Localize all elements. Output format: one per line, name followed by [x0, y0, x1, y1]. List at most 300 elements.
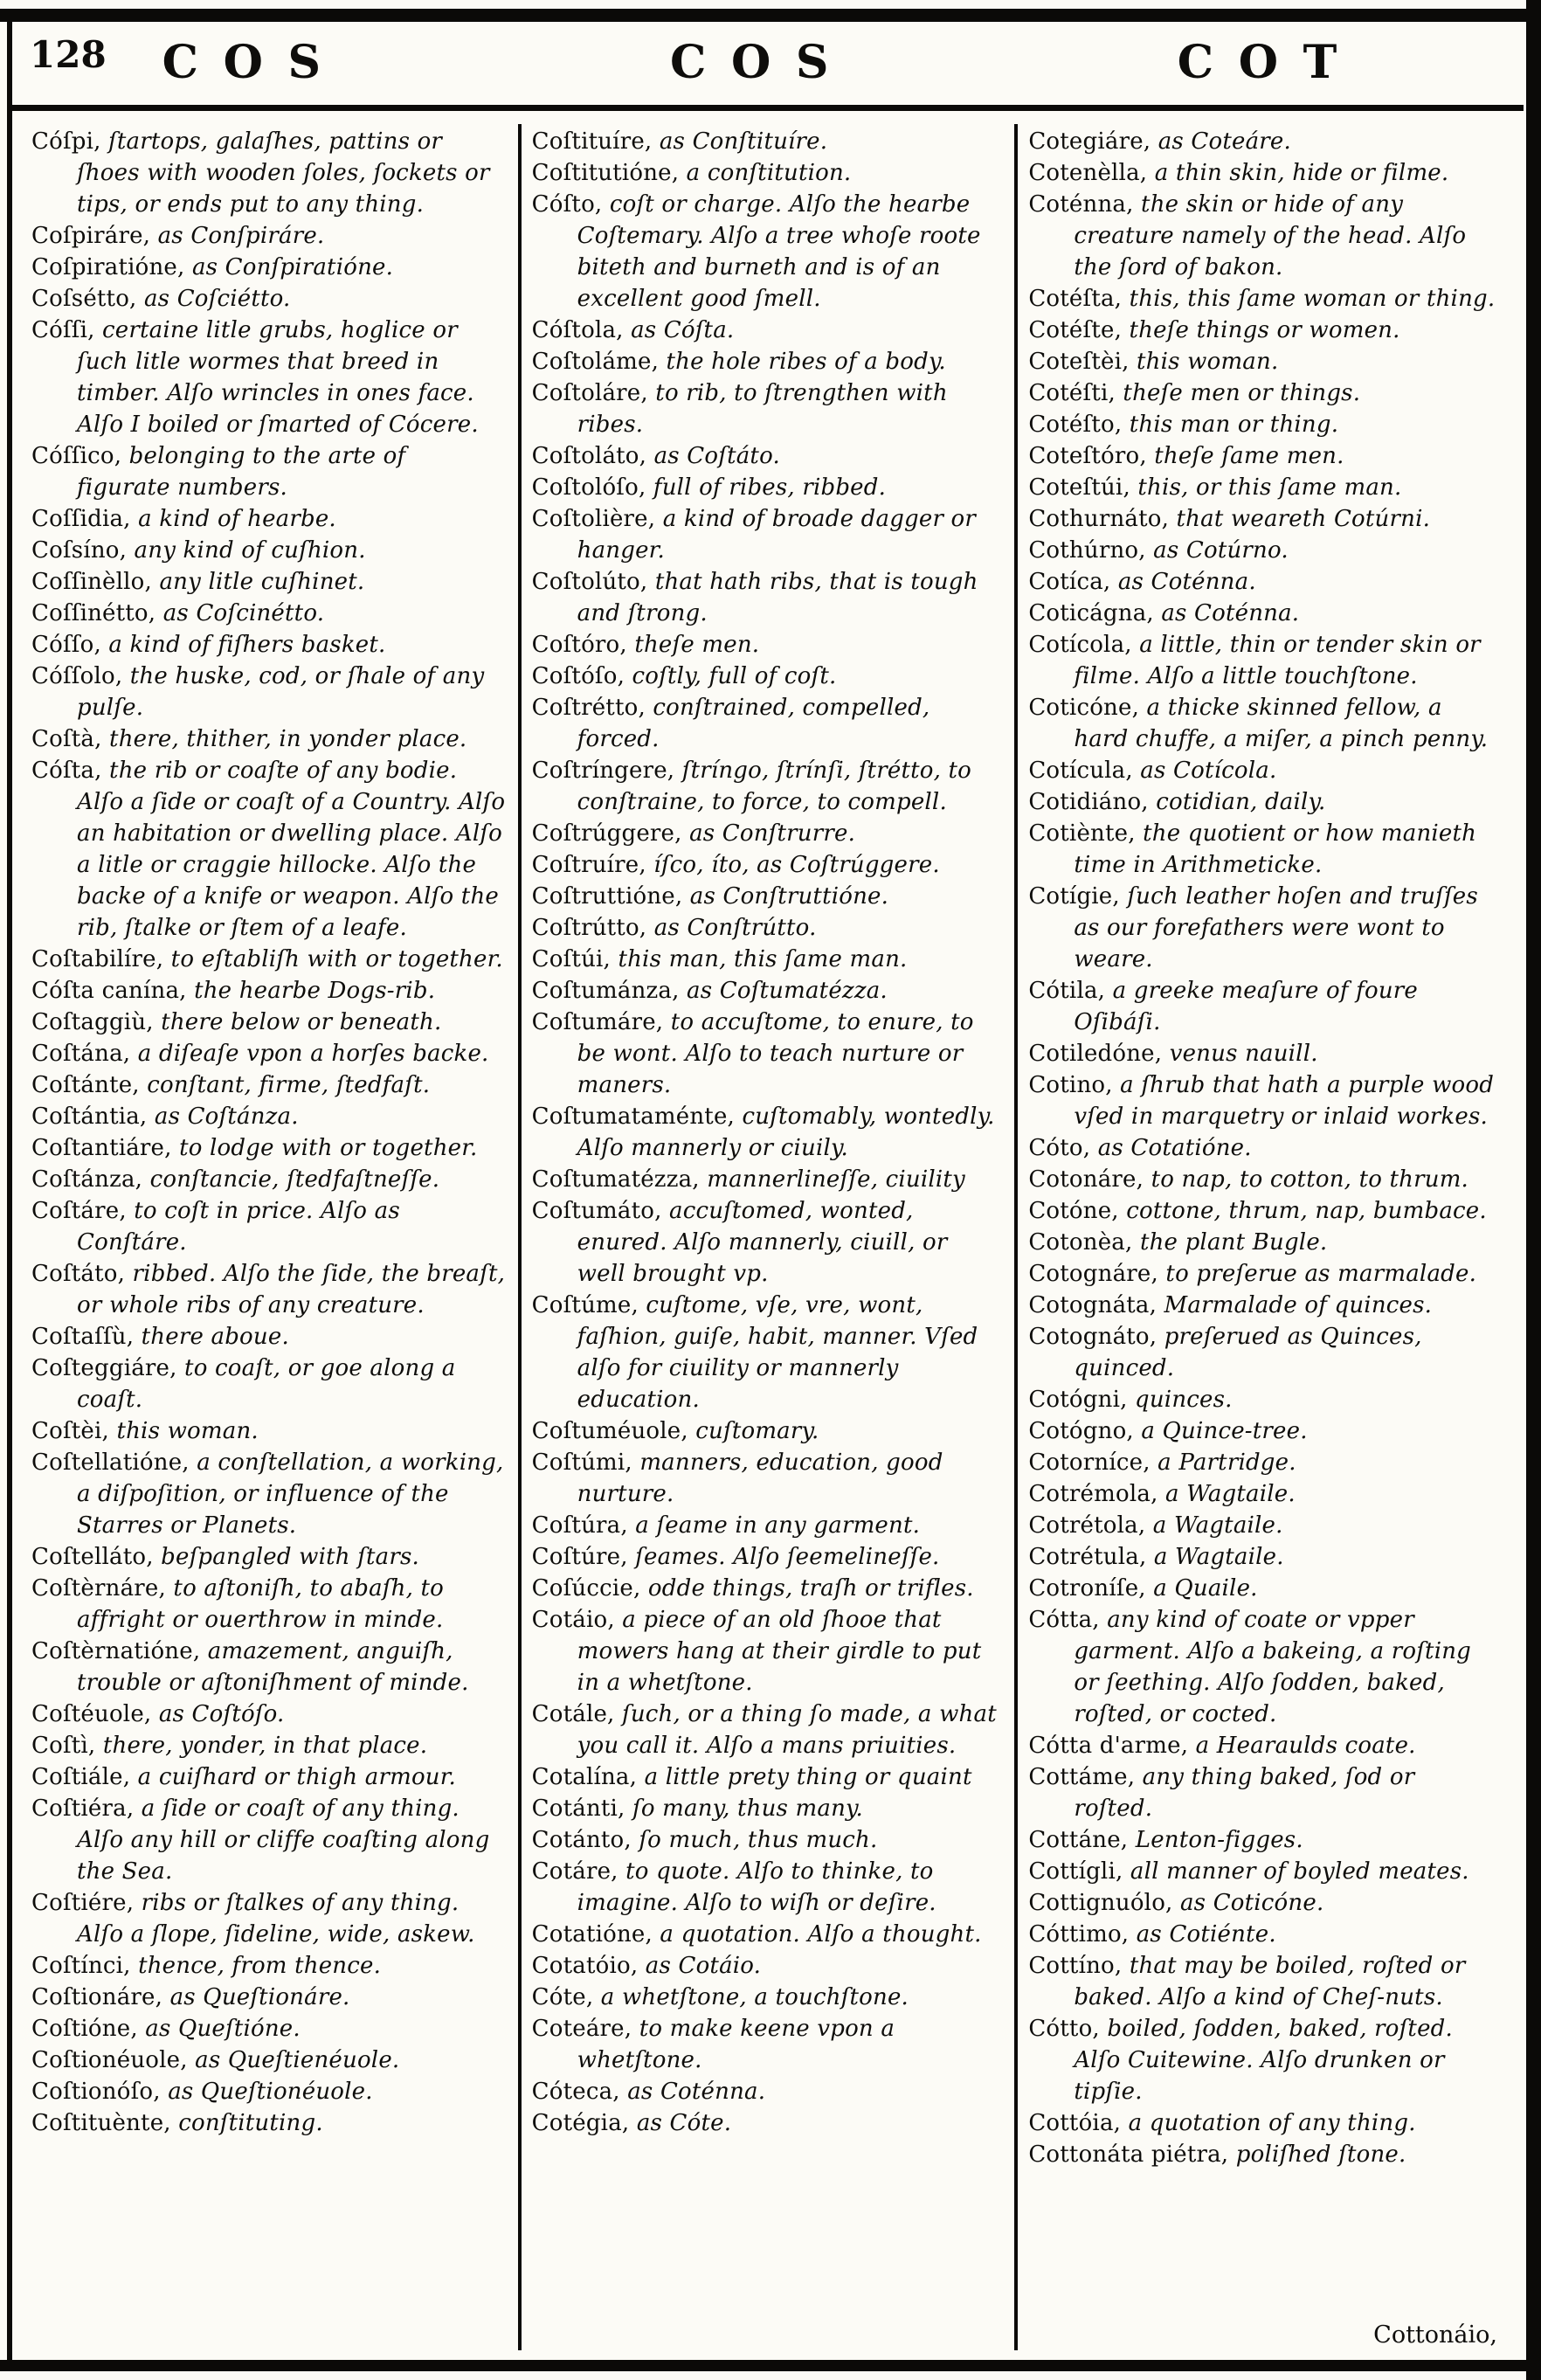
entry-headword: Coſtì, [31, 1733, 96, 1759]
entry-headword: Cotatióne, [531, 1921, 653, 1948]
entry-definition: a thicke skinned fellow, a hard chuffe, a miſer, a pinch penny. [1074, 695, 1489, 752]
entry-definition: this, or this ſame man. [1130, 474, 1402, 501]
entry-definition: a Quaile. [1145, 1575, 1258, 1602]
entry-definition: manners, education, good nurture. [577, 1449, 943, 1507]
entry-definition: the hearbe Dogs-rib. [186, 978, 436, 1004]
entry-definition: full of ribes, ribbed. [646, 474, 887, 501]
entry-definition: amazement, anguiſh, trouble or aſtoniſhment of minde. [77, 1638, 469, 1696]
dictionary-columns [21, 124, 1511, 2350]
entry-definition: this woman. [109, 1418, 259, 1444]
entry-headword: Cotégia, [531, 2110, 630, 2136]
entry-definition: to nap, to cotton, to thrum. [1144, 1166, 1469, 1193]
dictionary-entry [1028, 189, 1499, 283]
entry-definition: there aboue. [134, 1324, 289, 1350]
dictionary-entry [532, 975, 1003, 1007]
entry-headword: Cotrétula, [1028, 1544, 1147, 1570]
entry-definition: a little prety thing or quaint [637, 1764, 972, 1790]
dictionary-entry [532, 1195, 1003, 1290]
entry-headword: Cóſto, [531, 191, 603, 218]
dictionary-entry [532, 818, 1003, 849]
dictionary-entry [31, 1258, 506, 1321]
dictionary-entry [31, 1982, 506, 2013]
dictionary-entry [31, 535, 506, 566]
entry-definition: the huske, cod, or ſhale of any pulſe. [77, 663, 485, 721]
entry-headword: Coſtáto, [31, 1261, 126, 1287]
dictionary-entry [532, 1856, 1003, 1919]
dictionary-entry [1028, 1321, 1499, 1384]
catchword: Cottonáio, [1373, 2321, 1497, 2349]
entry-definition: theſe things or women. [1122, 317, 1400, 343]
dictionary-entry [532, 189, 1003, 315]
entry-headword: Coſſinétto, [31, 600, 156, 626]
entry-definition: as Coteáre. [1151, 128, 1291, 155]
dictionary-entry [31, 1069, 506, 1101]
entry-headword: Coſtiále, [31, 1764, 131, 1790]
entry-headword: Coſtúre, [531, 1544, 628, 1570]
entry-headword: Cóto, [1028, 1135, 1091, 1161]
entry-headword: Coſſinèllo, [31, 569, 152, 595]
dictionary-entry [1028, 975, 1499, 1038]
entry-definition: beſpangled with ſtars. [153, 1544, 420, 1570]
dictionary-entry [1028, 535, 1499, 566]
entry-definition: ſtartops, galaſhes, pattins or ſhoes with wooden ſoles, ſockets or tips, or ends put to any thing. [77, 128, 490, 218]
dictionary-entry [31, 2044, 506, 2076]
entry-definition: a kind of broade dagger or hanger. [577, 506, 977, 564]
entry-definition: as Conſtrútto. [646, 915, 817, 941]
entry-headword: Cotrémola, [1028, 1481, 1158, 1507]
entry-headword: Cotále, [531, 1701, 615, 1727]
dictionary-entry [1028, 1384, 1499, 1415]
entry-definition: a cuiſhard or thigh armour. [130, 1764, 456, 1790]
entry-definition: odde things, traſh or trifles. [640, 1575, 974, 1602]
entry-headword: Coſtruttióne, [531, 883, 683, 910]
entry-definition: ſeames. Alſo ſeemelineſſe. [627, 1544, 940, 1570]
entry-headword: Cotiledóne, [1028, 1041, 1163, 1067]
dictionary-entry [532, 377, 1003, 440]
entry-headword: Coteſtúi, [1028, 474, 1130, 501]
dictionary-entry [1028, 1164, 1499, 1195]
dictionary-entry [532, 1573, 1003, 1604]
dictionary-entry [532, 315, 1003, 346]
entry-headword: Cottígli, [1028, 1858, 1123, 1885]
entry-headword: Coteáre, [531, 2016, 632, 2042]
entry-definition: a whetſtone, a touchſtone. [593, 1984, 909, 2010]
entry-definition: ſo many, thus many. [625, 1795, 863, 1822]
entry-definition: as Queſtionéuole. [160, 2079, 373, 2105]
entry-definition: to quote. Alſo to thinke, to imagine. Alſo to wiſh or deſire. [577, 1858, 936, 1916]
entry-headword: Coſtitutióne, [531, 160, 680, 186]
dictionary-entry [1028, 1195, 1499, 1227]
dictionary-entry [31, 2107, 506, 2139]
entry-headword: Cóſtola, [531, 317, 624, 343]
entry-definition: there, thither, in yonder place. [101, 726, 467, 752]
dictionary-entry [31, 283, 506, 315]
dictionary-entry [31, 1132, 506, 1164]
entry-definition: this, this ſame woman or thing. [1122, 286, 1496, 312]
entry-headword: Cóſpi, [31, 128, 101, 155]
entry-headword: Cotánto, [531, 1827, 632, 1853]
dictionary-entry [31, 315, 506, 440]
dictionary-entry [31, 944, 506, 975]
entry-headword: Cótta, [1028, 1607, 1100, 1633]
entry-headword: Coſteggiáre, [31, 1355, 177, 1381]
entry-definition: as Coſtáto. [646, 443, 780, 469]
dictionary-entry [1028, 1258, 1499, 1290]
dictionary-entry [1028, 1761, 1499, 1824]
entry-headword: Coſtrétto, [531, 695, 646, 721]
dictionary-entry [31, 1573, 506, 1636]
entry-definition: coſtly, full of coſt. [625, 663, 837, 689]
dictionary-entry [532, 157, 1003, 189]
entry-definition: a Wagtaile. [1145, 1512, 1283, 1539]
entry-headword: Coſtánte, [31, 1072, 140, 1098]
entry-headword: Coſtolúto, [531, 569, 648, 595]
entry-headword: Coſtolóſo, [531, 474, 646, 501]
entry-headword: Coſtaſſù, [31, 1324, 135, 1350]
entry-definition: this man or thing. [1122, 412, 1339, 438]
entry-definition: as Coticóne. [1172, 1890, 1324, 1916]
dictionary-entry [532, 2107, 1003, 2139]
entry-headword: Cótto, [1028, 2016, 1100, 2042]
entry-definition: the plant Bugle. [1132, 1229, 1328, 1256]
entry-headword: Cotéſte, [1028, 317, 1123, 343]
entry-definition: any litle cuſhinet. [152, 569, 365, 595]
dictionary-entry [1028, 598, 1499, 629]
entry-definition: as Coſtumatézza. [679, 978, 888, 1004]
entry-headword: Coſtellatióne, [31, 1449, 190, 1476]
dictionary-entry [1028, 503, 1499, 535]
entry-definition: cottone, thrum, nap, bumbace. [1118, 1198, 1487, 1224]
entry-definition: conſtituting. [170, 2110, 323, 2136]
entry-definition: theſe men. [626, 632, 760, 658]
dictionary-entry [31, 126, 506, 220]
entry-headword: Cotrétola, [1028, 1512, 1146, 1539]
dictionary-entry [31, 1699, 506, 1730]
entry-headword: Coſtána, [31, 1041, 131, 1067]
dictionary-entry [1028, 692, 1499, 755]
entry-headword: Cotógni, [1028, 1387, 1128, 1413]
entry-headword: Coſtúme, [531, 1292, 639, 1318]
entry-definition: that may be boiled, roſted or baked. Alſo a kind of Cheſ-nuts. [1074, 1953, 1466, 2010]
entry-headword: Cotonèa, [1028, 1229, 1133, 1256]
entry-headword: Coteſtèi, [1028, 349, 1130, 375]
entry-definition: to aſtoniſh, to abaſh, to affright or ouerthrow in minde. [77, 1575, 444, 1633]
dictionary-entry [1028, 1132, 1499, 1164]
entry-definition: ſo much, thus much. [631, 1827, 878, 1853]
entry-headword: Coſsétto, [31, 286, 137, 312]
entry-headword: Coſpiratióne, [31, 254, 185, 280]
entry-headword: Cotenèlla, [1028, 160, 1148, 186]
dictionary-entry [31, 1101, 506, 1132]
entry-definition: a kind of fiſhers basket. [100, 632, 386, 658]
dictionary-entry [1028, 818, 1499, 881]
entry-headword: Cotognáto, [1028, 1324, 1157, 1350]
entry-headword: Coſtèrnáre, [31, 1575, 166, 1602]
entry-headword: Coſtióne, [31, 2016, 138, 2042]
entry-definition: the rib or coaſte of any bodie. Alſo a ſide or coaſt of a Country. Alſo an habitation or dwelling place. Alſo a litle or craggie hillocke. Alſo the backe of a knife or weapon. Alſo the rib, ſtalke or ſtem of a leafe. [77, 758, 506, 941]
entry-headword: Cotánti, [531, 1795, 625, 1822]
entry-definition: the hole ribes of a body. [659, 349, 946, 375]
dictionary-entry [532, 346, 1003, 377]
entry-definition: mannerlineſſe, ciuility [699, 1166, 965, 1193]
dictionary-entry [31, 1793, 506, 1887]
entry-headword: Cotígie, [1028, 883, 1120, 910]
entry-definition: there below or beneath. [153, 1009, 442, 1035]
entry-headword: Coſtoláme, [531, 349, 660, 375]
entry-definition: venus nauill. [1162, 1041, 1318, 1067]
entry-definition: to accuſtome, to enure, to be wont. Alſo to teach nurture or maners. [577, 1009, 974, 1098]
entry-definition: ribs or ſtalkes of any thing. Alſo a ſlope, ſideline, wide, askew. [77, 1890, 475, 1948]
entry-headword: Cóſſi, [31, 317, 95, 343]
entry-headword: Coſsíno, [31, 537, 128, 564]
entry-definition: coſt or charge. Alſo the hearbe Coſtemary. Alſo a tree whoſe roote biteth and burneth and is of an excellent good ſmell. [577, 191, 981, 312]
entry-headword: Coſtantiáre, [31, 1135, 172, 1161]
entry-headword: Cottáne, [1028, 1827, 1129, 1853]
entry-headword: Cotino, [1028, 1072, 1113, 1098]
entry-headword: Coſtínci, [31, 1953, 131, 1979]
entry-definition: the skin or hide of any creature namely of the head. Alſo the ſord of bakon. [1074, 191, 1467, 280]
dictionary-entry [1028, 1227, 1499, 1258]
entry-definition: as Coténna. [619, 2079, 766, 2105]
entry-headword: Coſtríngere, [531, 758, 675, 784]
entry-definition: as Cóſta. [623, 317, 735, 343]
entry-definition: to make keene vpon a whetſtone. [577, 2016, 895, 2073]
dictionary-entry [1028, 157, 1499, 189]
entry-definition: a Partridge. [1150, 1449, 1296, 1476]
dictionary-entry [1028, 1887, 1499, 1919]
dictionary-entry [1028, 377, 1499, 409]
dictionary-entry [31, 1007, 506, 1038]
entry-headword: Cottóia, [1028, 2110, 1122, 2136]
entry-headword: Coſtumánza, [531, 978, 680, 1004]
dictionary-entry [1028, 283, 1499, 315]
entry-definition: to coſt in price. Alſo as Conſtáre. [77, 1198, 400, 1256]
entry-headword: Coſtántia, [31, 1104, 148, 1130]
dictionary-entry [1028, 1950, 1499, 2013]
dictionary-entry [1028, 1038, 1499, 1069]
entry-definition: as Conſpiráre. [150, 223, 325, 249]
dictionary-entry [532, 1447, 1003, 1510]
entry-headword: Cotatóio, [531, 1953, 639, 1979]
entry-definition: conſtrained, compelled, forced. [577, 695, 930, 752]
dictionary-entry [31, 252, 506, 283]
dictionary-entry [532, 566, 1003, 629]
entry-definition: a kind of hearbe. [130, 506, 336, 532]
entry-headword: Cotalína, [531, 1764, 638, 1790]
entry-definition: preſerued as Quinces, quinced. [1074, 1324, 1422, 1381]
dictionary-entry [532, 1950, 1003, 1982]
entry-headword: Coſtionáre, [31, 1984, 163, 2010]
dictionary-entry [532, 1290, 1003, 1415]
entry-headword: Coſtituíre, [531, 128, 653, 155]
dictionary-entry [532, 1919, 1003, 1950]
dictionary-entry [532, 661, 1003, 692]
entry-headword: Coſtóro, [531, 632, 627, 658]
dictionary-entry [1028, 409, 1499, 440]
entry-headword: Cottíno, [1028, 1953, 1123, 1979]
entry-definition: that hath ribs, that is tough and ſtrong. [577, 569, 978, 626]
dictionary-entry [532, 1604, 1003, 1699]
entry-definition: as Queſtióne. [137, 2016, 301, 2042]
bottom-rule [0, 2360, 1541, 2371]
entry-headword: Cotognáre, [1028, 1261, 1158, 1287]
entry-definition: accuſtomed, wonted, enured. Alſo mannerly, ciuill, or well brought vp. [577, 1198, 948, 1287]
entry-definition: as Conſtruttióne. [682, 883, 889, 910]
entry-headword: Coſtuméuole, [531, 1418, 688, 1444]
dictionary-entry [31, 440, 506, 503]
entry-headword: Cotéſti, [1028, 380, 1116, 406]
dictionary-entry [532, 1761, 1003, 1793]
dictionary-entry [532, 1164, 1003, 1195]
entry-definition: thence, from thence. [130, 1953, 382, 1979]
entry-definition: to lodge with or together. [171, 1135, 478, 1161]
dictionary-entry [31, 2013, 506, 2044]
dictionary-entry [31, 1541, 506, 1573]
dictionary-entry [532, 1510, 1003, 1541]
entry-definition: to coaſt, or goe along a coaſt. [77, 1355, 456, 1413]
entry-headword: Coſtruíre, [531, 852, 646, 878]
entry-definition: as Coſtóſo. [151, 1701, 285, 1727]
entry-definition: ribbed. Alſo the ſide, the breaſt, or whole ribs of any creature. [77, 1261, 506, 1318]
entry-headword: Coticágna, [1028, 600, 1154, 626]
entry-definition: as Cóte. [629, 2110, 732, 2136]
section-header-2: COS [669, 35, 854, 89]
entry-headword: Coſtoláre, [531, 380, 648, 406]
entry-definition: a Hearaulds coate. [1188, 1733, 1416, 1759]
dictionary-entry [31, 220, 506, 252]
dictionary-entry [31, 1321, 506, 1353]
entry-headword: Cotognáta, [1028, 1292, 1157, 1318]
entry-headword: Cotéſta, [1028, 286, 1123, 312]
entry-definition: as Coſtánza. [147, 1104, 299, 1130]
entry-headword: Cotógno, [1028, 1418, 1134, 1444]
entry-headword: Coſtionéuole, [31, 2047, 188, 2073]
entry-headword: Cothúrno, [1028, 537, 1146, 564]
entry-headword: Coſtiére, [31, 1890, 135, 1916]
entry-headword: Cóſſolo, [31, 663, 123, 689]
dictionary-entry [532, 755, 1003, 818]
dictionary-entry [532, 912, 1003, 944]
entry-definition: a little, thin or tender skin or filme. Alſo a little touchſtone. [1074, 632, 1481, 689]
entry-definition: as Cotáio. [638, 1953, 762, 1979]
entry-headword: Cóſta, [31, 758, 102, 784]
dictionary-entry [1028, 786, 1499, 818]
dictionary-entry [31, 1415, 506, 1447]
entry-headword: Cottáme, [1028, 1764, 1136, 1790]
dictionary-entry [1028, 1510, 1499, 1541]
entry-definition: poliſhed ſtone. [1228, 2141, 1406, 2168]
entry-definition: as Cotúrno. [1145, 537, 1289, 564]
entry-headword: Coſtelláto, [31, 1544, 154, 1570]
header-rule [12, 105, 1524, 111]
entry-definition: conſtancie, ſtedfaſtneſſe. [142, 1166, 440, 1193]
entry-definition: conſtant, firme, ſtedfaſt. [139, 1072, 431, 1098]
entry-definition: cuſtomary. [688, 1418, 819, 1444]
entry-headword: Coſtà, [31, 726, 102, 752]
entry-headword: Coſtaggiù, [31, 1009, 154, 1035]
entry-definition: theſe ſame men. [1146, 443, 1344, 469]
entry-definition: a conſtitution. [679, 160, 852, 186]
entry-headword: Cotiènte, [1028, 820, 1136, 847]
dictionary-entry [31, 1950, 506, 1982]
entry-definition: Lenton-figges. [1128, 1827, 1303, 1853]
entry-definition: a conſtellation, a working, a diſpoſition, or influence of the Starres or Planets. [77, 1449, 504, 1539]
entry-definition: a piece of an old ſhooe that mowers hang at their girdle to put in a whetſtone. [577, 1607, 982, 1696]
entry-definition: certaine litle grubs, hoglice or ſuch litle wormes that breed in timber. Alſo wrincles in ones face. Alſo I boiled or ſmarted of Cócere. [77, 317, 479, 438]
entry-definition: cuſtomably, wontedly. Alſo mannerly or ciuily. [577, 1104, 995, 1161]
dictionary-entry [1028, 2107, 1499, 2139]
dictionary-entry [1028, 1478, 1499, 1510]
dictionary-entry [1028, 881, 1499, 975]
entry-headword: Cotícula, [1028, 758, 1133, 784]
entry-headword: Coſúccie, [531, 1575, 641, 1602]
entry-definition: quinces. [1127, 1387, 1233, 1413]
dictionary-entry [1028, 1069, 1499, 1132]
entry-headword: Coſtituènte, [31, 2110, 171, 2136]
entry-headword: Coticóne, [1028, 695, 1140, 721]
entry-headword: Coſtúra, [531, 1512, 628, 1539]
dictionary-entry [1028, 629, 1499, 692]
dictionary-entry [532, 629, 1003, 661]
entry-headword: Coſtéuole, [31, 1701, 152, 1727]
right-frame-rule [1526, 0, 1541, 2380]
dictionary-entry [31, 1164, 506, 1195]
entry-headword: Coteſtóro, [1028, 443, 1147, 469]
dictionary-entry [1028, 1541, 1499, 1573]
entry-definition: to eſtabliſh with or together. [163, 946, 503, 972]
column-1 [21, 124, 518, 2350]
entry-definition: belonging to the arte of figurate numbers. [77, 443, 406, 501]
entry-definition: as Queſtienéuole. [187, 2047, 400, 2073]
dictionary-entry [1028, 1447, 1499, 1478]
entry-headword: Coſtoláto, [531, 443, 647, 469]
dictionary-entry [31, 1761, 506, 1793]
entry-definition: a ſhrub that hath a purple wood vſed in marquetry or inlaid workes. [1074, 1072, 1495, 1130]
entry-headword: Cotícola, [1028, 632, 1132, 658]
dictionary-entry [31, 2076, 506, 2107]
entry-definition: theſe men or things. [1115, 380, 1361, 406]
dictionary-entry [1028, 1573, 1499, 1604]
dictionary-entry [1028, 1604, 1499, 1730]
dictionary-entry [1028, 1856, 1499, 1887]
entry-headword: Coténna, [1028, 191, 1134, 218]
entry-headword: Coſtèi, [31, 1418, 109, 1444]
entry-definition: íſco, íto, as Coſtrúggere. [646, 852, 940, 878]
entry-headword: Coſpiráre, [31, 223, 151, 249]
entry-headword: Coſtabilíre, [31, 946, 164, 972]
entry-definition: as Conſtituíre. [652, 128, 828, 155]
entry-definition: a Quince-tree. [1133, 1418, 1308, 1444]
entry-headword: Cóſſico, [31, 443, 122, 469]
dictionary-entry [31, 598, 506, 629]
entry-headword: Cóſſo, [31, 632, 101, 658]
entry-definition: as Queſtionáre. [162, 1984, 350, 2010]
dictionary-entry [1028, 1415, 1499, 1447]
entry-headword: Cótila, [1028, 978, 1106, 1004]
entry-headword: Coſtolière, [531, 506, 656, 532]
entry-definition: as Cotícola. [1132, 758, 1277, 784]
dictionary-entry [1028, 315, 1499, 346]
entry-headword: Coſtrúggere, [531, 820, 682, 847]
entry-headword: Coſtumáto, [531, 1198, 662, 1224]
entry-definition: all manner of boyled meates. [1123, 1858, 1469, 1885]
entry-definition: as Cotiénte. [1129, 1921, 1276, 1948]
entry-headword: Cottonáta piétra, [1028, 2141, 1229, 2168]
entry-definition: there, yonder, in that place. [95, 1733, 428, 1759]
entry-definition: this man, this ſame man. [611, 946, 908, 972]
entry-definition: this woman. [1129, 349, 1279, 375]
entry-headword: Coſtumataménte, [531, 1104, 736, 1130]
